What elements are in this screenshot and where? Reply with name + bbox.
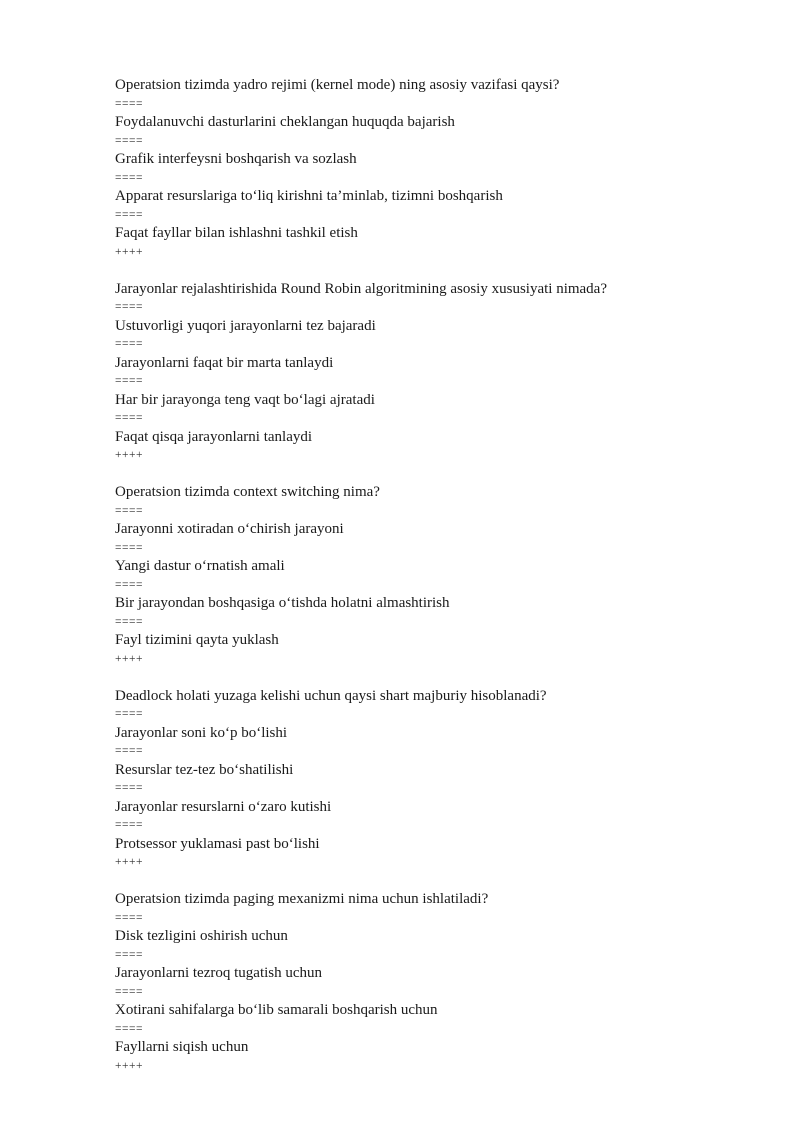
separator: ==== <box>115 338 143 350</box>
answer-option: Faqat fayllar bilan ishlashni tashkil etish <box>115 225 358 241</box>
separator: ==== <box>115 578 143 591</box>
question-block <box>115 280 755 465</box>
question-block <box>115 890 755 1075</box>
separator: ==== <box>115 948 143 961</box>
answer-option: Ustuvorligi yuqori jarayonlarni tez bajaradi <box>115 317 376 334</box>
separator: ==== <box>115 301 143 313</box>
separator: ==== <box>115 504 143 517</box>
answer-option: Jarayonlarni tezroq tugatish uchun <box>115 965 323 981</box>
answer-option: Jarayonlarni faqat bir marta tanlaydi <box>115 354 334 371</box>
separator: ==== <box>115 412 143 424</box>
question-block <box>115 687 755 872</box>
end-marker: ++++ <box>115 652 143 665</box>
question-block <box>115 76 755 261</box>
answer-option: Xotirani sahifalarga bo‘lib samarali boshqarish uchun <box>115 1002 438 1018</box>
separator: ==== <box>115 134 143 147</box>
separator: ==== <box>115 615 143 628</box>
document-content <box>115 76 755 1094</box>
answer-option: Jarayonlar soni ko‘p bo‘lishi <box>115 724 288 741</box>
answer-option: Bir jarayondan boshqasiga o‘tishda holatni almashtirish <box>115 595 450 611</box>
end-marker: ++++ <box>115 1059 143 1072</box>
separator: ==== <box>115 375 143 387</box>
separator: ==== <box>115 911 143 924</box>
end-marker: ++++ <box>115 449 143 461</box>
answer-option: Grafik interfeysni boshqarish va sozlash <box>115 151 357 167</box>
separator: ==== <box>115 541 143 554</box>
separator: ==== <box>115 97 143 110</box>
separator: ==== <box>115 1022 143 1035</box>
separator: ==== <box>115 171 143 184</box>
question-text: Operatsion tizimda context switching nima? <box>115 484 380 500</box>
answer-option: Fayllarni siqish uchun <box>115 1039 249 1055</box>
answer-option: Faqat qisqa jarayonlarni tanlaydi <box>115 428 313 445</box>
answer-option: Fayl tizimini qayta yuklash <box>115 632 279 648</box>
separator: ==== <box>115 782 143 794</box>
separator: ==== <box>115 985 143 998</box>
separator: ==== <box>115 819 143 831</box>
answer-option: Yangi dastur o‘rnatish amali <box>115 558 285 574</box>
answer-option: Apparat resurslariga to‘liq kirishni ta’minlab, tizimni boshqarish <box>115 188 503 204</box>
answer-option: Foydalanuvchi dasturlarini cheklangan huquqda bajarish <box>115 114 455 130</box>
question-text: Operatsion tizimda yadro rejimi (kernel mode) ning asosiy vazifasi qaysi? <box>115 77 560 93</box>
question-text: Operatsion tizimda paging mexanizmi nima uchun ishlatiladi? <box>115 891 489 907</box>
separator: ==== <box>115 208 143 221</box>
answer-option: Jarayonni xotiradan o‘chirish jarayoni <box>115 521 344 537</box>
answer-option: Jarayonlar resurslarni o‘zaro kutishi <box>115 798 332 815</box>
end-marker: ++++ <box>115 245 143 258</box>
end-marker: ++++ <box>115 856 143 868</box>
question-text: Jarayonlar rejalashtirishida Round Robin algoritmining asosiy xususiyati nimada? <box>115 280 607 297</box>
separator: ==== <box>115 745 143 757</box>
question-block <box>115 483 755 668</box>
answer-option: Protsessor yuklamasi past bo‘lishi <box>115 835 320 852</box>
answer-option: Har bir jarayonga teng vaqt bo‘lagi ajratadi <box>115 391 375 408</box>
question-text: Deadlock holati yuzaga kelishi uchun qaysi shart majburiy hisoblanadi? <box>115 687 547 704</box>
answer-option: Disk tezligini oshirish uchun <box>115 928 288 944</box>
separator: ==== <box>115 708 143 720</box>
answer-option: Resurslar tez-tez bo‘shatilishi <box>115 761 294 778</box>
